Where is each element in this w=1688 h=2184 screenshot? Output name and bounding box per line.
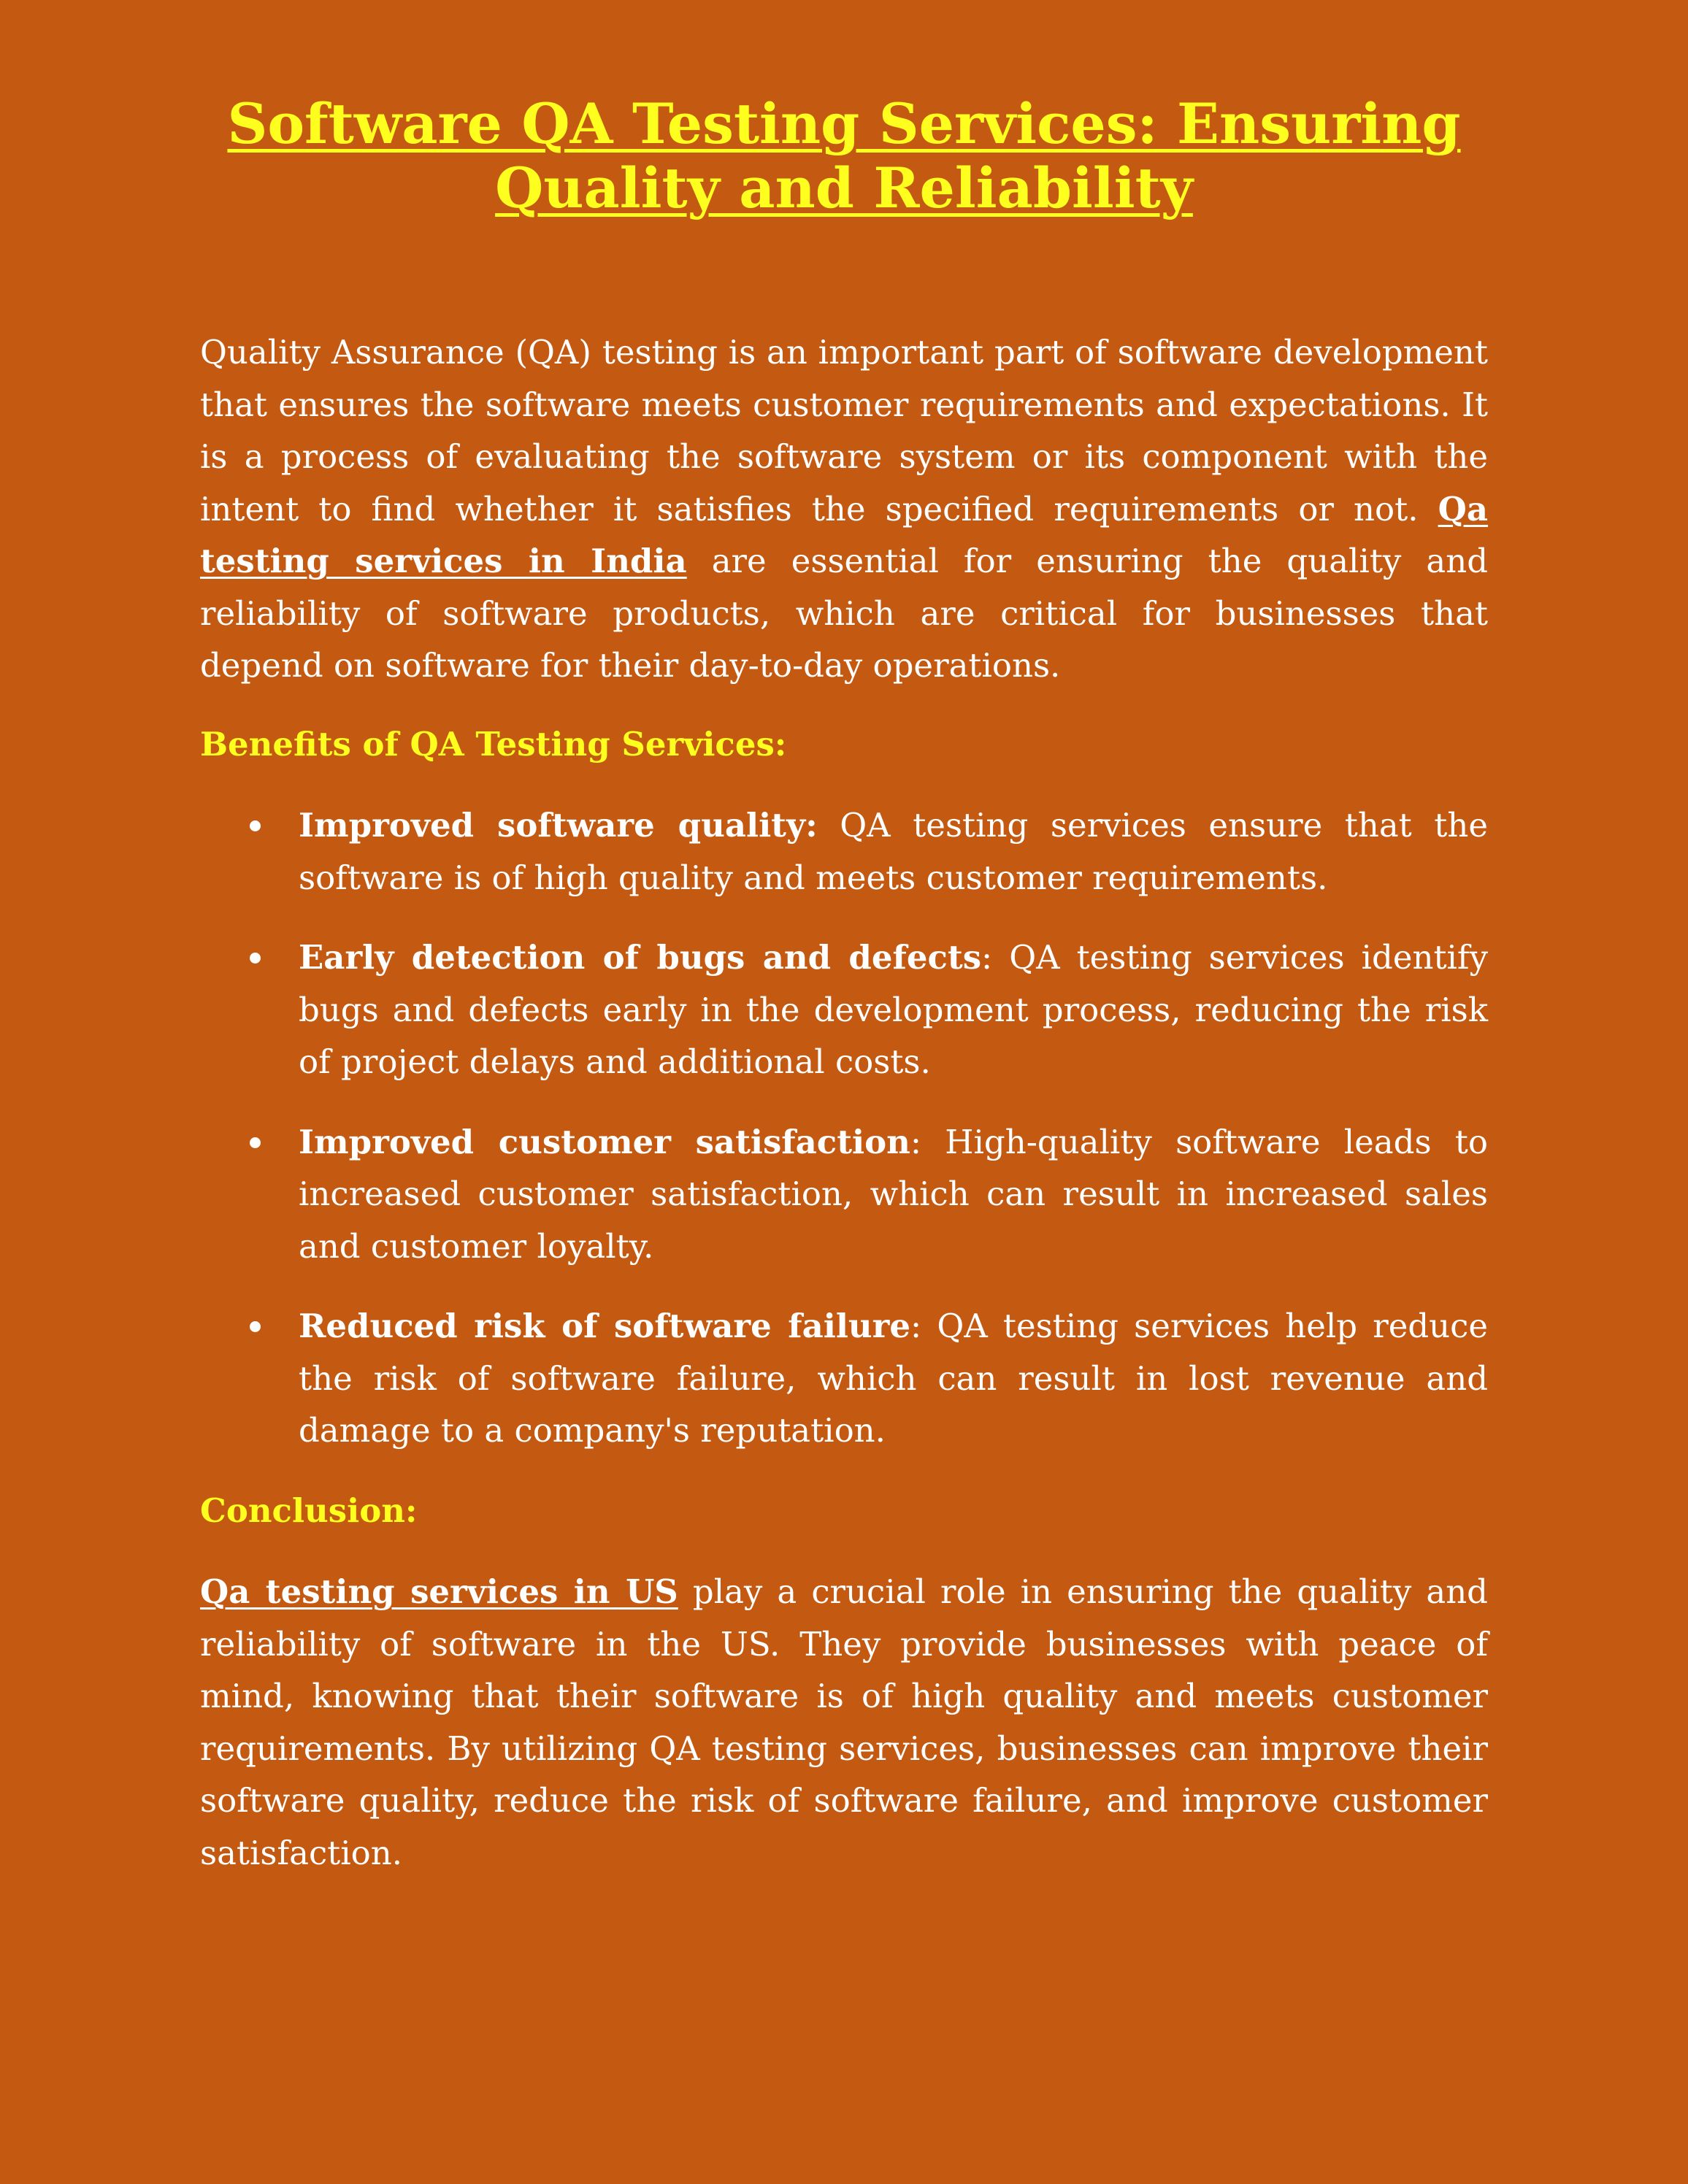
benefit-text: : QA testing services identify bugs and defects early in the development process, reducing the risk of project delays and additional costs.: [299, 938, 1489, 1081]
benefit-term: Early detection of bugs and defects: [299, 938, 982, 977]
bullet-icon: [250, 1137, 261, 1148]
intro-paragraph: [200, 326, 1488, 692]
benefit-item-reduced-risk: [299, 1300, 1488, 1457]
benefit-item-early-detection: [299, 931, 1488, 1088]
benefit-item-customer-satisfaction: [299, 1116, 1488, 1273]
benefit-term: Reduced risk of software failure: [299, 1307, 910, 1345]
bullet-icon: [250, 1321, 261, 1332]
intro-text-start: Quality Assurance (QA) testing is an important part of software development that ensures the software meets customer requirements and expectations. It is a process of evaluating the software system or its component with the intent to find whether it satisfies the specified requirements or not.: [200, 333, 1488, 528]
benefits-list: [200, 799, 1488, 1457]
conclusion-heading: Conclusion:: [200, 1491, 418, 1530]
benefit-term: Improved software quality:: [299, 806, 818, 845]
benefit-text: : QA testing services help reduce the risk of software failure, which can result in lost revenue and damage to a company's reputation.: [299, 1307, 1488, 1450]
benefit-text: : High-quality software leads to increased customer satisfaction, which can result in increased sales and customer loyalty.: [299, 1122, 1488, 1266]
benefits-heading: Benefits of QA Testing Services:: [200, 724, 787, 764]
page-title-line-2: Quality and Reliability: [495, 155, 1193, 220]
page-title-line-1: Software QA Testing Services: Ensuring: [227, 91, 1461, 156]
qa-testing-india-link[interactable]: Qa testing services in India: [200, 489, 1488, 580]
bullet-icon: [250, 820, 261, 831]
benefit-text: QA testing services ensure that the software is of high quality and meets customer requirements.: [299, 806, 1488, 897]
qa-testing-us-link[interactable]: Qa testing services in US: [200, 1572, 678, 1611]
page-title: [200, 92, 1488, 220]
bullet-icon: [250, 953, 261, 964]
conclusion-paragraph: [200, 1566, 1488, 1879]
benefit-item-software-quality: [299, 799, 1488, 904]
benefit-term: Improved customer satisfaction: [299, 1122, 910, 1161]
intro-text-end: are essential for ensuring the quality and reliability of software products, which are critical for businesses that depend on software for their day-to-day operations.: [200, 542, 1489, 685]
conclusion-text: play a crucial role in ensuring the quality and reliability of software in the US. They provide businesses with peace of mind, knowing that their software is of high quality and meets customer requirements. By utilizing QA testing services, businesses can improve their software quality, reduce the risk of software failure, and improve customer satisfaction.: [200, 1572, 1488, 1872]
